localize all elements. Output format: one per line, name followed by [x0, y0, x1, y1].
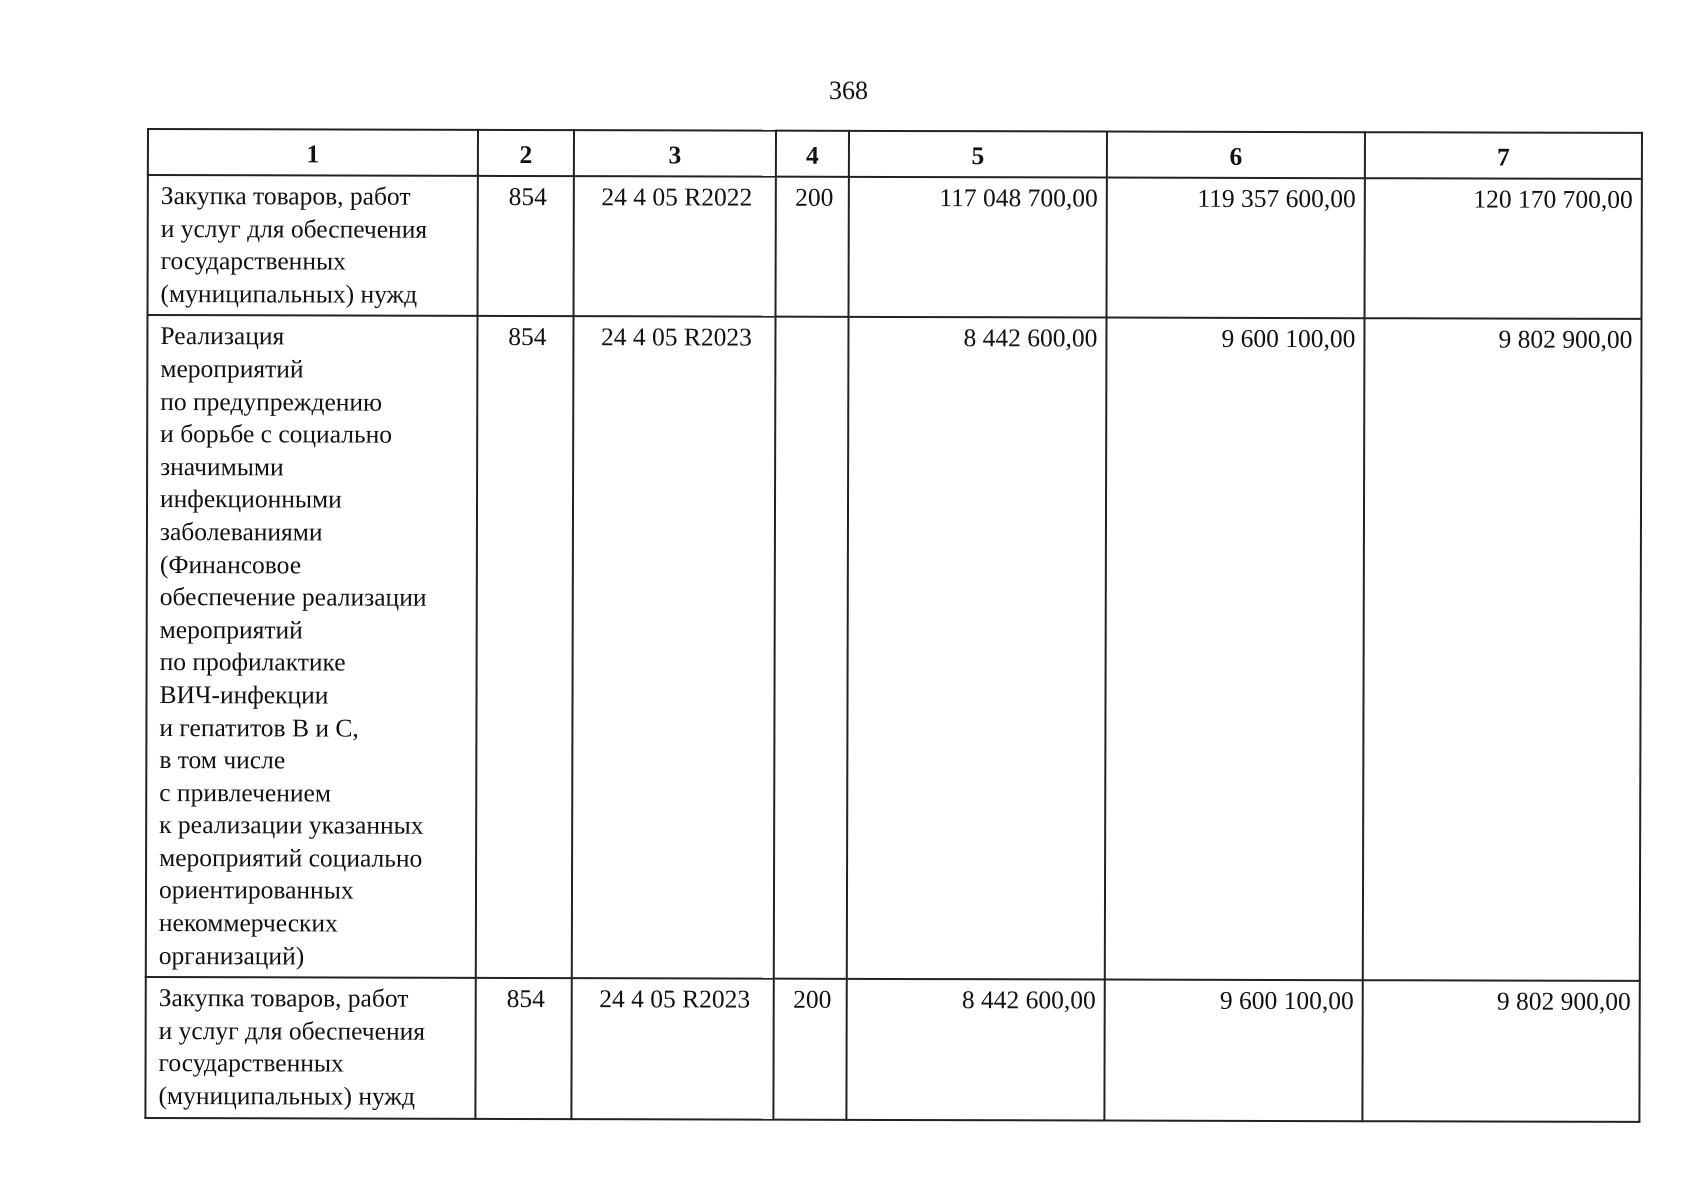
- row-amount-col5: 8 442 600,00: [847, 317, 1107, 980]
- column-header: 5: [849, 131, 1107, 178]
- table-row: [145, 977, 1639, 1121]
- row-target-article: 24 4 05 R2023: [571, 978, 773, 1119]
- table-row: [148, 175, 1642, 319]
- budget-table: [144, 128, 1643, 1123]
- column-header: 1: [148, 129, 478, 176]
- table-header-row: [148, 129, 1642, 179]
- row-grbs-code: 854: [476, 316, 574, 978]
- row-amount-col5: 117 048 700,00: [849, 177, 1107, 318]
- row-description: Закупка товаров, работ и услуг для обеспечения государственных (муниципальных) нужд: [145, 977, 475, 1118]
- row-expense-type: 200: [776, 177, 849, 318]
- row-description: Закупка товаров, работ и услуг для обеспечения государственных (муниципальных) нужд: [148, 175, 478, 316]
- row-amount-col6: 9 600 100,00: [1105, 318, 1365, 981]
- column-header: 3: [574, 130, 776, 177]
- row-amount-col5: 8 442 600,00: [846, 979, 1104, 1120]
- row-expense-type: 200: [773, 979, 846, 1120]
- row-amount-col6: 9 600 100,00: [1104, 980, 1362, 1121]
- row-amount-col7: 9 802 900,00: [1362, 980, 1639, 1121]
- table-row: [146, 315, 1642, 981]
- column-header: 2: [478, 130, 574, 176]
- row-target-article: 24 4 05 R2022: [574, 176, 776, 317]
- page-number: 368: [829, 76, 868, 105]
- row-target-article: 24 4 05 R2023: [572, 316, 776, 978]
- row-grbs-code: 854: [475, 978, 571, 1119]
- row-amount-col7: 120 170 700,00: [1365, 178, 1642, 319]
- column-header: 7: [1365, 132, 1642, 179]
- column-header: 4: [776, 131, 849, 177]
- row-amount-col7: 9 802 900,00: [1363, 319, 1642, 982]
- column-header: 6: [1107, 132, 1365, 179]
- row-amount-col6: 119 357 600,00: [1107, 178, 1365, 319]
- row-expense-type: [774, 317, 849, 979]
- row-description: Реализация мероприятий по предупреждению и борьбе с социально значимыми инфекционными заболеваниями (Финансовое обеспечение реализации мероприятий по профилактике ВИЧ-инфекции и гепатитов B и C, в том числе с привлечением к реализации указанных мероприятий социально ориентированных некоммерческих организаций): [146, 315, 478, 978]
- row-grbs-code: 854: [478, 176, 574, 317]
